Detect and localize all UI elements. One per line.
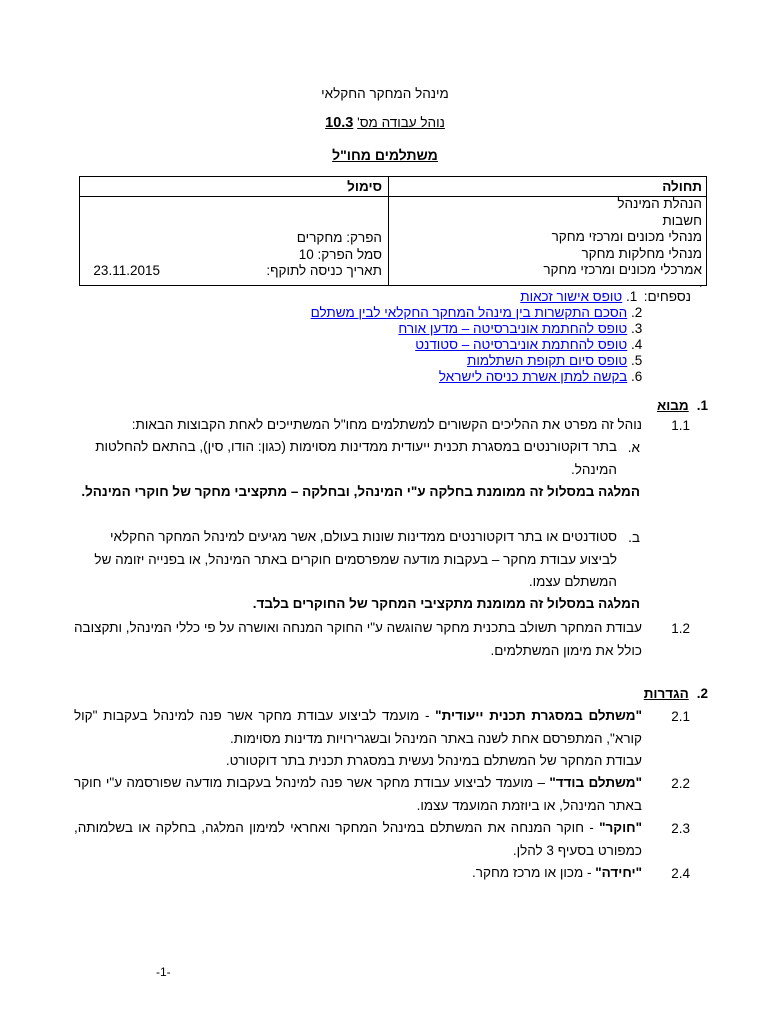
- distribution-item: מנהלי מכונים ומרכזי מחקר: [551, 229, 702, 244]
- item-number: 1.1: [671, 418, 690, 433]
- section-title: הגדרות: [643, 686, 689, 701]
- chapter-symbol: סמל הפרק: 10: [298, 246, 382, 262]
- sub-paragraph-bold: המלגה במסלול זה ממומנת בחלקה ע"י המינהל, ובחלקה – מתקציבי מחקר של חוקרי המינהל.: [81, 484, 640, 499]
- appendix-link[interactable]: הסכם התקשרות בין מינהל המחקר החקלאי לבין משתלם: [310, 305, 628, 320]
- appendix-number: 2.: [631, 305, 643, 320]
- distribution-item: חשבות: [662, 212, 702, 228]
- section-number: 2.: [696, 686, 708, 701]
- appendix-link[interactable]: טופס להחתמת אוניברסיטה – סטודנט: [415, 337, 628, 352]
- appendix-item: [311, 321, 691, 337]
- appendix-link[interactable]: טופס סיום תקופת השתלמות: [467, 353, 628, 368]
- distribution-item: מנהלי מחלקות מחקר: [581, 245, 702, 261]
- item-number: 2.1: [671, 709, 690, 724]
- appendix-number: 5.: [631, 353, 643, 368]
- appendix-item: [311, 369, 691, 385]
- chapter-info: [93, 230, 382, 280]
- chapter-label: הפרק: מחקרים: [296, 230, 382, 245]
- appendix-number: 3.: [631, 321, 643, 336]
- distribution-item: .: [699, 278, 702, 289]
- distribution-list: [543, 196, 702, 289]
- definition-term: "משתלם בודד": [549, 775, 642, 790]
- definition-term: "משתלם במסגרת תכנית ייעודית": [435, 708, 643, 723]
- appendices: [311, 289, 691, 385]
- meta-table: [79, 176, 707, 289]
- distribution-item: אמרכלי מכונים ומרכזי מחקר: [543, 262, 702, 277]
- item-number: 2.3: [671, 821, 690, 836]
- sub-paragraph-bold: המלגה במסלול זה ממומנת מתקציבי המחקר של החוקרים בלבד.: [252, 596, 640, 611]
- section-title: מבוא: [656, 398, 689, 413]
- appendix-number: 6.: [631, 369, 643, 384]
- sub-paragraph: סטודנטים או בתר דוקטורנטים ממדינות שונות בעולם, אשר מגיעים למינהל המחקר החקלאי לביצוע עבודת מחקר – בעקבות מודעה שמפרסמים חוקרים באתר המינהל, או בפנייה יזומה של המשתלם עצמו.: [94, 529, 617, 589]
- distribution-item: הנהלת המינהל: [617, 196, 702, 211]
- table-divider-vertical: [388, 177, 389, 285]
- sub-paragraph: בתר דוקטורנטים במסגרת תכנית ייעודית ממדינות מסוימות (כגון: הודו, סין), בהתאם להחלטות המינהל.: [95, 439, 617, 477]
- document-title: משתלמים מחו"ל: [332, 147, 438, 163]
- definition-text: – מועמד לביצוע עבודת מחקר אשר פנה למינהל בעקבות מודעה שפורסמה ע"י חוקר באתר המינהל, או ביוזמת המועמד עצמו.: [74, 775, 642, 813]
- appendix-link[interactable]: טופס אישור זכאות: [520, 289, 623, 304]
- appendix-item: [311, 289, 691, 305]
- appendices-label: נספחים:: [643, 289, 691, 304]
- definition-term: "חוקר": [599, 820, 642, 835]
- effective-date-row: [93, 263, 382, 280]
- distribution-header: תחולה: [662, 179, 702, 194]
- appendix-item: [311, 305, 691, 321]
- effective-date-value: 23.11.2015: [93, 263, 160, 278]
- section-2-heading: [644, 686, 708, 701]
- item-number: 2.4: [671, 866, 690, 881]
- definition-text: - מכון או מרכז מחקר.: [472, 865, 596, 880]
- procedure-number: [0, 115, 770, 131]
- definition: [74, 817, 642, 862]
- effective-date-label: תאריך כניסה לתוקף:: [266, 263, 382, 278]
- section-1-heading: [657, 398, 708, 413]
- definition: [74, 705, 642, 750]
- paragraph: עבודת המחקר של המשתלם במינהל נעשית במסגרת תכנית בתר דוקטורט.: [225, 753, 642, 768]
- appendix-link[interactable]: בקשה למתן אשרת כניסה לישראל: [438, 369, 628, 384]
- appendix-item: [311, 353, 691, 369]
- appendix-item: [311, 337, 691, 353]
- sub-item-letter: ב.: [628, 530, 640, 545]
- item-number: 1.2: [671, 621, 690, 636]
- organization-name: מינהל המחקר החקלאי: [321, 86, 449, 101]
- appendix-number: 4.: [631, 337, 643, 352]
- definition: [74, 772, 642, 817]
- procedure-number-value: 10.3: [325, 115, 354, 131]
- definition-text: - חוקר המנחה את המשתלם במינהל המחקר ואחראי למימון המלגה, בחלקה או בשלמותה, כמפורט בסעיף 3 להלן.: [74, 820, 642, 858]
- definition: [74, 862, 642, 885]
- page-number: -1-: [156, 965, 171, 979]
- sub-item-letter: א.: [627, 440, 640, 455]
- paragraph: נוהל זה מפרט את ההליכים הקשורים למשתלמים מחו"ל המשתייכים לאחת הקבוצות הבאות:: [131, 417, 642, 432]
- section-number: 1.: [696, 398, 708, 413]
- definition-text: - מועמד לביצוע עבודת מחקר אשר פנה למינהל בעקבות "קול קורא", המתפרסם אחת לשנה באתר המינהל ובשגרירויות מדינות מסוימות.: [74, 708, 642, 746]
- appendix-number: 1.: [625, 289, 638, 304]
- paragraph: עבודת המחקר תשולב בתכנית מחקר שהוגשה ע"י החוקר המנחה ואושרה על פי כללי המינהל, ותקצובה כולל את מימון המשתלמים.: [74, 620, 642, 658]
- symbol-header: סימול: [347, 179, 382, 194]
- procedure-prefix: נוהל עבודה מס': [357, 115, 445, 130]
- item-number: 2.2: [671, 776, 690, 791]
- definition-term: "יחידה": [595, 865, 642, 880]
- appendix-link[interactable]: טופס להחתמת אוניברסיטה – מדען אורח: [398, 321, 628, 336]
